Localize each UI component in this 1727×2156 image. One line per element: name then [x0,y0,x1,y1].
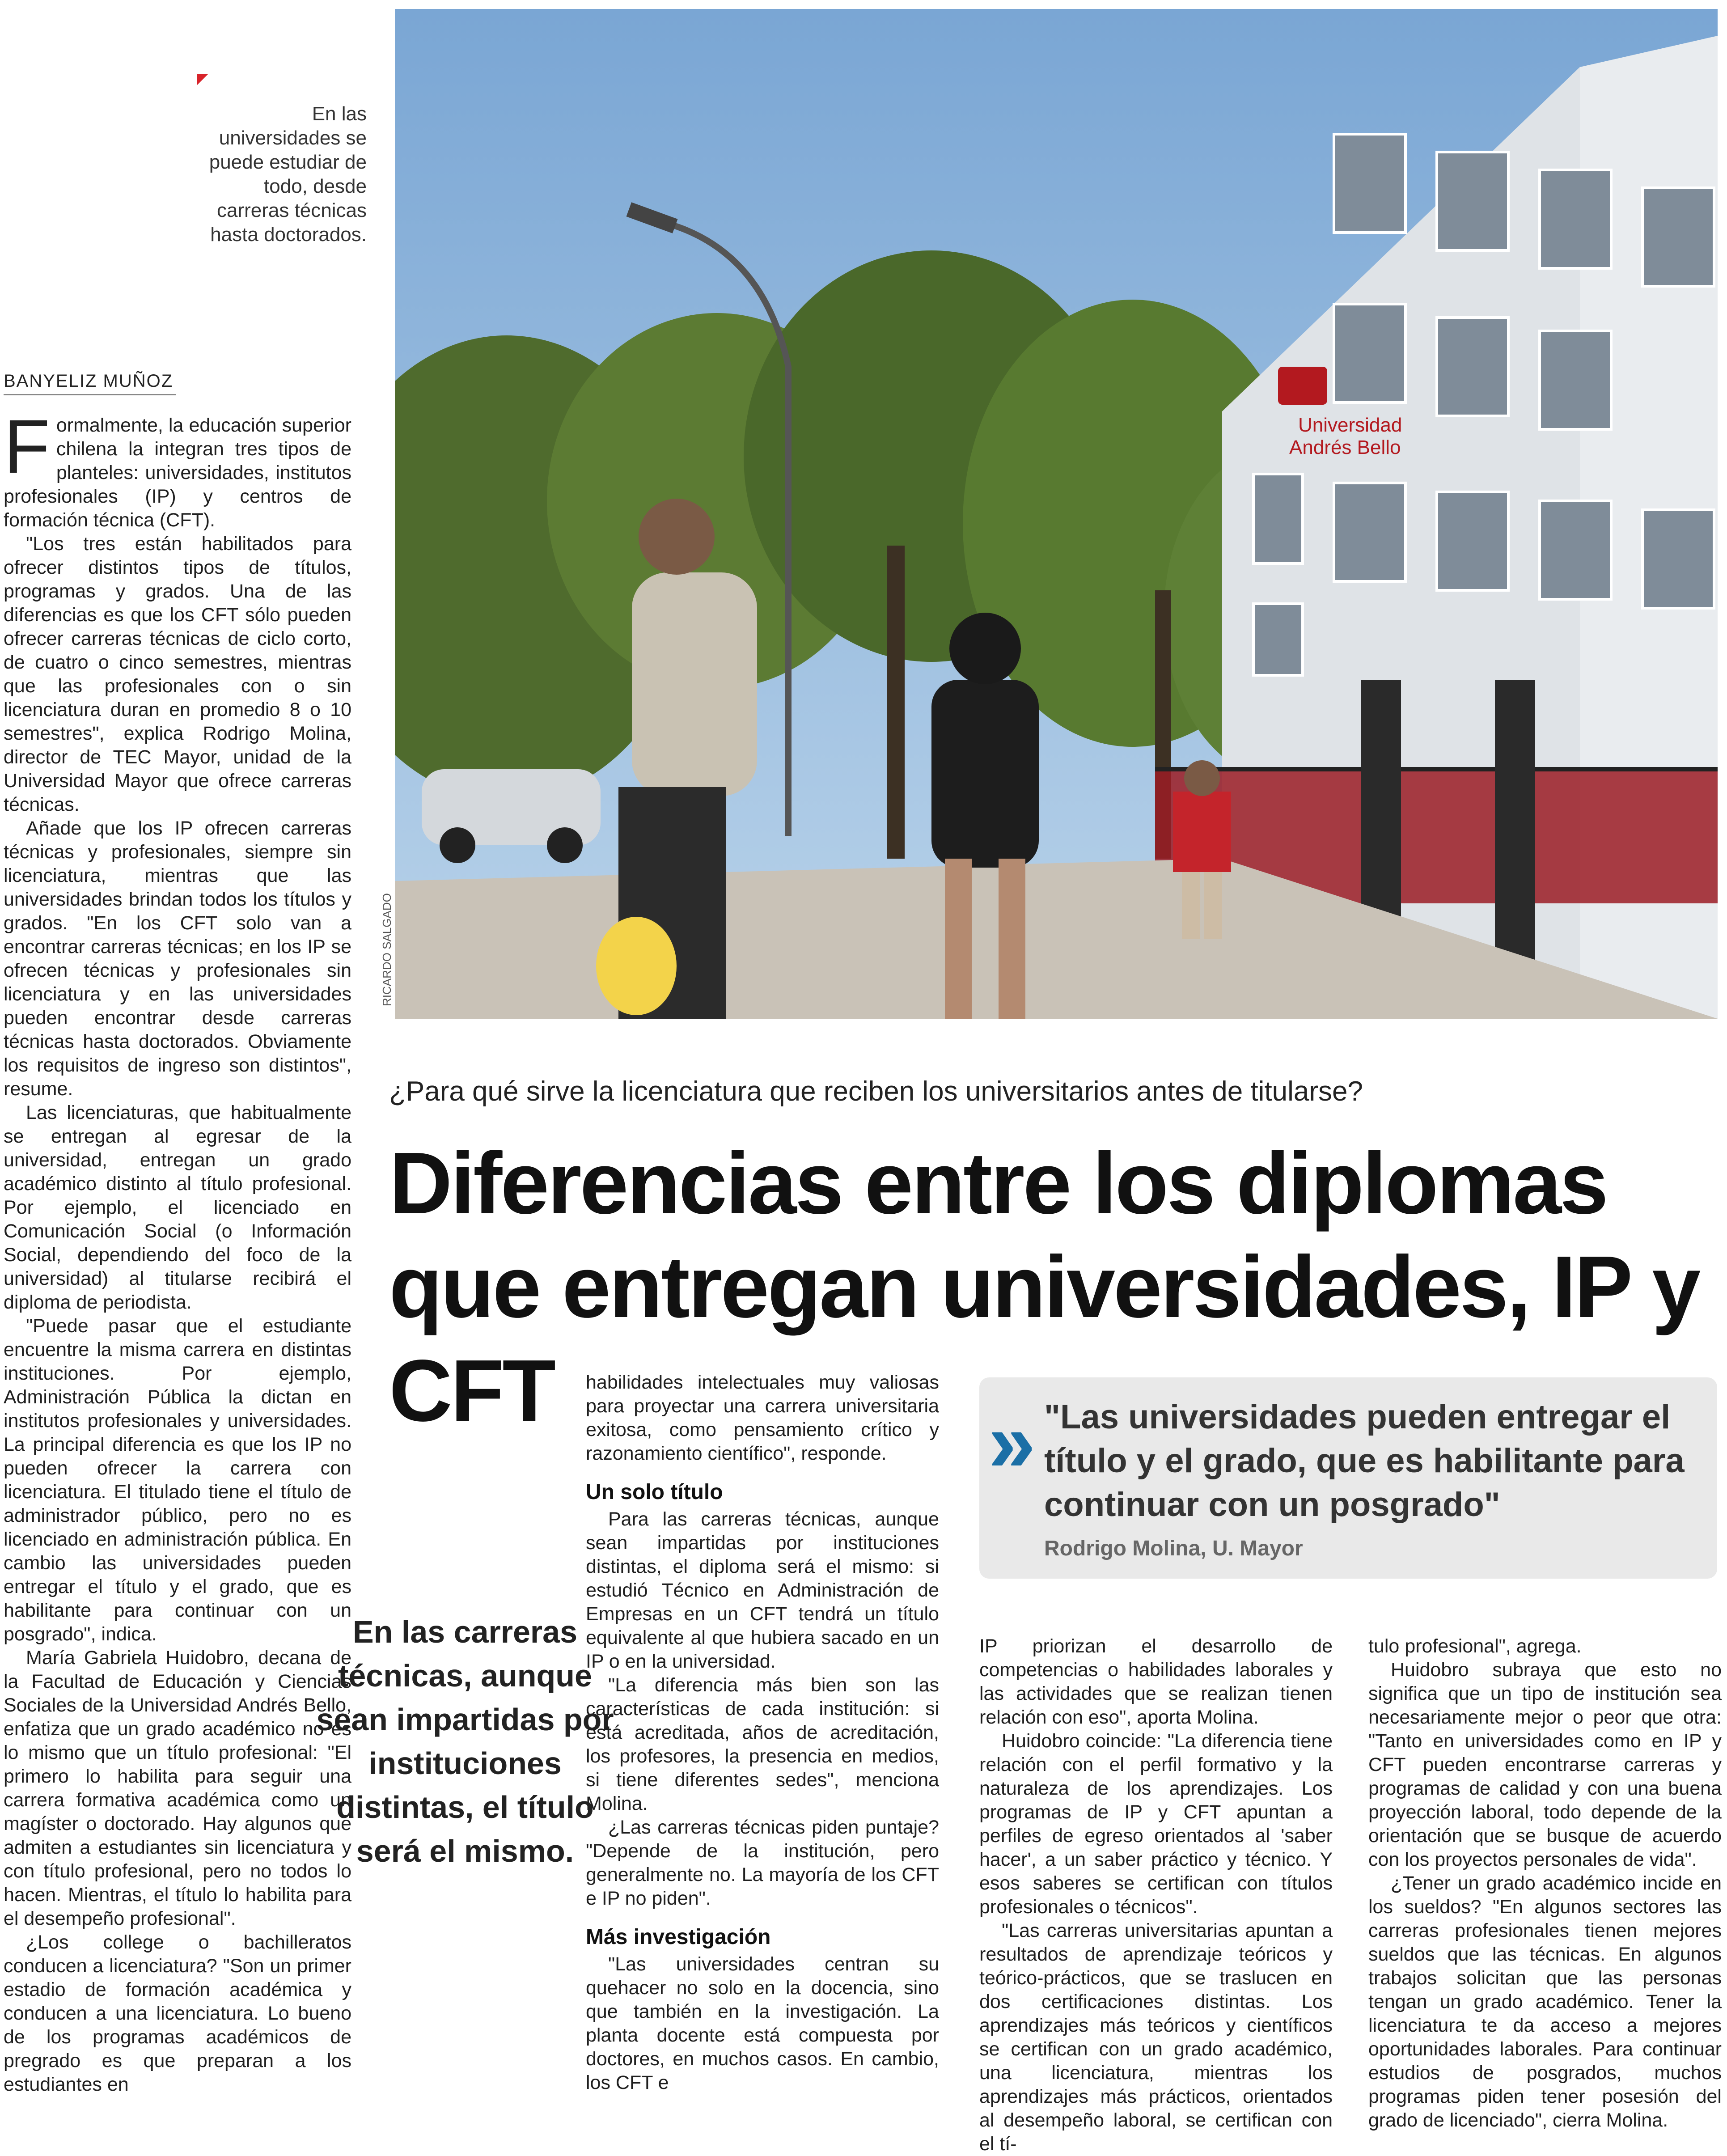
paragraph: "Las carreras universitarias apuntan a resultados de aprendizaje teóricos y teórico-prácticos, que se traslucen en dos certificaciones distintas. Los aprendizajes más teóricos y científicos se certifican con un grado académico, una licenciatura, mientras los aprendizajes más prácticos, orientados al desempeño laboral, se certifican con el tí- [979,1920,1333,2155]
subhead-un-solo-titulo: Un solo título [586,1480,723,1504]
paragraph: Huidobro subraya que esto no significa que un tipo de institución sea necesariamente mejor o peor que otra: "Tanto en universidades como en IP y CFT pueden encontrarse carreras y programas de calidad y con una buena proyección laboral, todo depende de la orientación que se busque de acuerdo con los proyectos personales de vida". [1368,1659,1722,1870]
paragraph: María Gabriela Huidobro, decana de la Facultad de Educación y Ciencias Sociales de la Universidad Andrés Bello, enfatiza que un grado académico no es lo mismo que un título profesional: "El primero lo habilita para seguir una carrera formativa académica como un magíster o doctorado. Hay algunos que admiten a estudiantes sin licenciatura y con título profesional, pero no todos lo hacen. Mientras, el título lo habilita para el desempeño profesional". [4,1647,351,1929]
quote-chevron-icon: » [988,1395,1036,1490]
column-2 [586,1371,939,2095]
lead-paragraph [4,404,351,532]
pullquote-text: "Las universidades pueden entregar el título y el grado, que es habilitante para continuar con un posgrado" [1044,1398,1685,1524]
paragraph: ¿Tener un grado académico incide en los sueldos? "En algunos sectores las carreras profesionales tienen mejores sueldos que las técnicas. En algunos trabajos solicitan que las personas tengan un grado académico. Tener la licenciatura te da acceso a mejores oportunidades laborales. Para continuar estudios de posgrados, muchos programas piden tener posesión del grado de licenciado", cierra Molina. [1368,1872,1722,2131]
building-sign-line2: Andrés Bello [1289,436,1401,458]
column-4 [1368,1635,1722,2132]
photo-caption: En las universidades se puede estudiar de todo, desde carreras técnicas hasta doctorados. [209,103,367,246]
pullquote-box [979,1377,1717,1579]
drop-cap: F [4,404,50,489]
paragraph: IP priorizan el desarrollo de competencias o habilidades laborales y las actividades que se realizan tienen relación con eso", aporta Molina. [979,1635,1333,1728]
byline: BANYELIZ MUÑOZ [4,371,176,395]
paragraph: "Los tres están habilitados para ofrecer distintos tipos de títulos, programas y grados. Una de las diferencias es que los CFT sólo pueden ofrecer carreras técnicas de ciclo corto, de cuatro o cinco semestres, mientras que las profesionales con o sin licenciatura duran en promedio 8 o 10 semestres", explica Rodrigo Molina, director de TEC Mayor, unidad de la Universidad Mayor que ofrece carreras técnicas. [4,533,351,815]
paragraph: ¿Las carreras técnicas piden puntaje? "Depende de la institución, pero generalmente no. La mayoría de los CFT e IP no piden". [586,1817,939,1909]
paragraph: Para las carreras técnicas, aunque sean impartidas por instituciones distintas, el diploma será el mismo: si estudió Técnico en Administración de Empresas en un CFT tendrá un título equivalente al que hubiera sacado en un IP o en la universidad. [586,1508,939,1672]
paragraph: tulo profesional", agrega. [1368,1635,1582,1657]
paragraph: ¿Los college o bachilleratos conducen a licenciatura? "Son un primer estadio de formación académica y conducen a una licenciatura. Lo bueno de los programas académicos de pregrado es que preparan a los estudiantes en [4,1932,351,2095]
photo-credit: RICARDO SALGADO [380,893,394,1006]
paragraph: "Las universidades centran su quehacer no solo en la docencia, sino que también en la investigación. La planta docente está compuesta por doctores, en muchos casos. En cambio, los CFT e [586,1953,939,2093]
subhead-mas-investigacion: Más investigación [586,1925,771,1949]
paragraph: Añade que los IP ofrecen carreras técnicas y profesionales, siempre sin licenciatura, mientras que las universidades brindan todos los títulos y grados. "En los CFT solo van a encontrar carreras técnicas; en los IP se ofrecen técnicas y profesionales sin licenciatura y en las universidades pueden encontrar desde carreras técnicas hasta doctorados. Obviamente los requisitos de ingreso son distintos", resume. [4,818,351,1100]
article-photo [395,9,1718,1019]
center-quote: En las carreras técnicas, aunque sean impartidas por instituciones distintas, el título será el mismo. [316,1614,614,1868]
kicker: ¿Para qué sirve la licenciatura que reciben los universitarios antes de titularse? [389,1076,1363,1107]
paragraph: Huidobro coincide: "La diferencia tiene relación con el perfil formativo y la naturaleza de los aprendizajes. Los programas de IP y CFT apuntan a perfiles de egreso orientados al 'saber hacer', a un saber práctico y técnico. Y esos saberes se certifican con títulos profesionales o técnicos". [979,1730,1333,1918]
corner-mark [197,74,208,85]
paragraph: habilidades intelectuales muy valiosas para proyectar una carrera universitaria exitosa, como pensamiento crítico y razonamiento científico", responde. [586,1372,939,1464]
headline: Diferencias entre los diplomas que entregan universidades, IP y CFT [389,1134,1699,1440]
column-1 [4,404,351,2097]
building-sign-line1: Universidad [1298,414,1402,436]
pullquote-author: Rodrigo Molina, U. Mayor [1044,1537,1303,1560]
paragraph: "La diferencia más bien son las características de cada institución: si está acreditada, años de acreditación, los profesores, la presencia en medios, si tiene diferentes sedes", menciona Molina. [586,1674,939,1814]
paragraph: Las licenciaturas, que habitualmente se entregan al egresar de la universidad, entregan un grado académico distinto al título profesional. Por ejemplo, el licenciado en Comunicación Social (o Información Social, dependiendo del foco de la universidad) al titularse recibirá el diploma de periodista. [4,1102,351,1313]
lead-text: ormalmente, la educación superior chilena la integran tres tipos de planteles: universidades, institutos profesionales (IP) y centros de formación técnica (CFT). [4,415,351,531]
paragraph: "Puede pasar que el estudiante encuentre la misma carrera en distintas instituciones. Por ejemplo, Administración Pública la dictan en institutos profesionales y universidades. La principal diferencia es que los IP no pueden ofrecer la carrera con licenciatura. El titulado tiene el título de administrador público, pero no es licenciado en administración pública. En cambio las universidades pueden entregar el título y el grado, que es habilitante para continuar con un posgrado", indica. [4,1315,351,1645]
column-3 [979,1635,1333,2156]
